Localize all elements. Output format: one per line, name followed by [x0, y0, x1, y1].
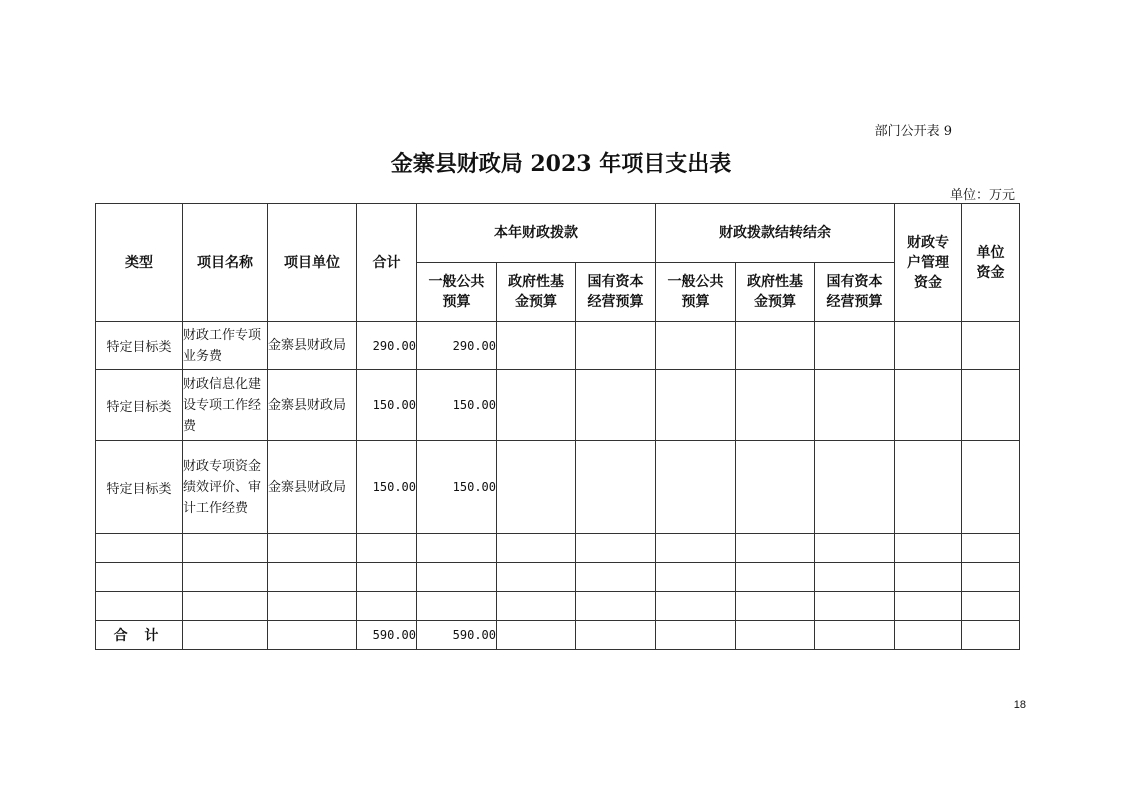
- table-row: [96, 322, 1020, 370]
- table-row: [96, 370, 1020, 441]
- header-carryover-state-capital-budget: 国有资本经营预算: [815, 263, 895, 322]
- empty-row: [96, 534, 1020, 563]
- row-type: 特定目标类: [96, 441, 183, 534]
- project-expenditure-table: [95, 203, 1020, 650]
- empty-row: [96, 592, 1020, 621]
- row-project-name: 财政专项资金绩效评价、审计工作经费: [183, 441, 268, 534]
- row-type: 特定目标类: [96, 322, 183, 370]
- page-number: 18: [1013, 699, 1026, 711]
- row-project-name: 财政工作专项业务费: [183, 322, 268, 370]
- header-project-name: 项目名称: [183, 204, 268, 322]
- unit-label: 单位：万元: [949, 188, 1015, 203]
- total-general-budget: 590.00: [417, 621, 497, 650]
- total-row: [96, 621, 1020, 650]
- row-general-budget: 150.00: [417, 370, 497, 441]
- header-current-year-group: 本年财政拨款: [417, 204, 656, 263]
- form-label: 部门公开表 9: [874, 124, 952, 139]
- header-project-unit: 项目单位: [268, 204, 357, 322]
- header-general-budget: 一般公共预算: [417, 263, 497, 322]
- header-type: 类型: [96, 204, 183, 322]
- row-type: 特定目标类: [96, 370, 183, 441]
- row-project-unit: 金寨县财政局: [268, 370, 357, 441]
- row-total: 290.00: [357, 322, 417, 370]
- table-row: [96, 441, 1020, 534]
- header-unit-funds: 单位资金: [962, 204, 1020, 322]
- total-amount: 590.00: [357, 621, 417, 650]
- header-carryover-general-budget: 一般公共预算: [656, 263, 736, 322]
- row-total: 150.00: [357, 441, 417, 534]
- header-fund-budget: 政府性基金预算: [497, 263, 576, 322]
- row-project-unit: 金寨县财政局: [268, 322, 357, 370]
- total-label: 合 计: [96, 621, 183, 650]
- row-project-name: 财政信息化建设专项工作经费: [183, 370, 268, 441]
- header-carryover-group: 财政拨款结转结余: [656, 204, 895, 263]
- row-general-budget: 290.00: [417, 322, 497, 370]
- row-general-budget: 150.00: [417, 441, 497, 534]
- empty-row: [96, 563, 1020, 592]
- header-state-capital-budget: 国有资本经营预算: [576, 263, 656, 322]
- header-carryover-fund-budget: 政府性基金预算: [736, 263, 815, 322]
- header-total: 合计: [357, 204, 417, 322]
- page-title: 金寨县财政局 2023 年项目支出表: [390, 151, 732, 177]
- header-special-account: 财政专户管理资金: [895, 204, 962, 322]
- row-total: 150.00: [357, 370, 417, 441]
- row-project-unit: 金寨县财政局: [268, 441, 357, 534]
